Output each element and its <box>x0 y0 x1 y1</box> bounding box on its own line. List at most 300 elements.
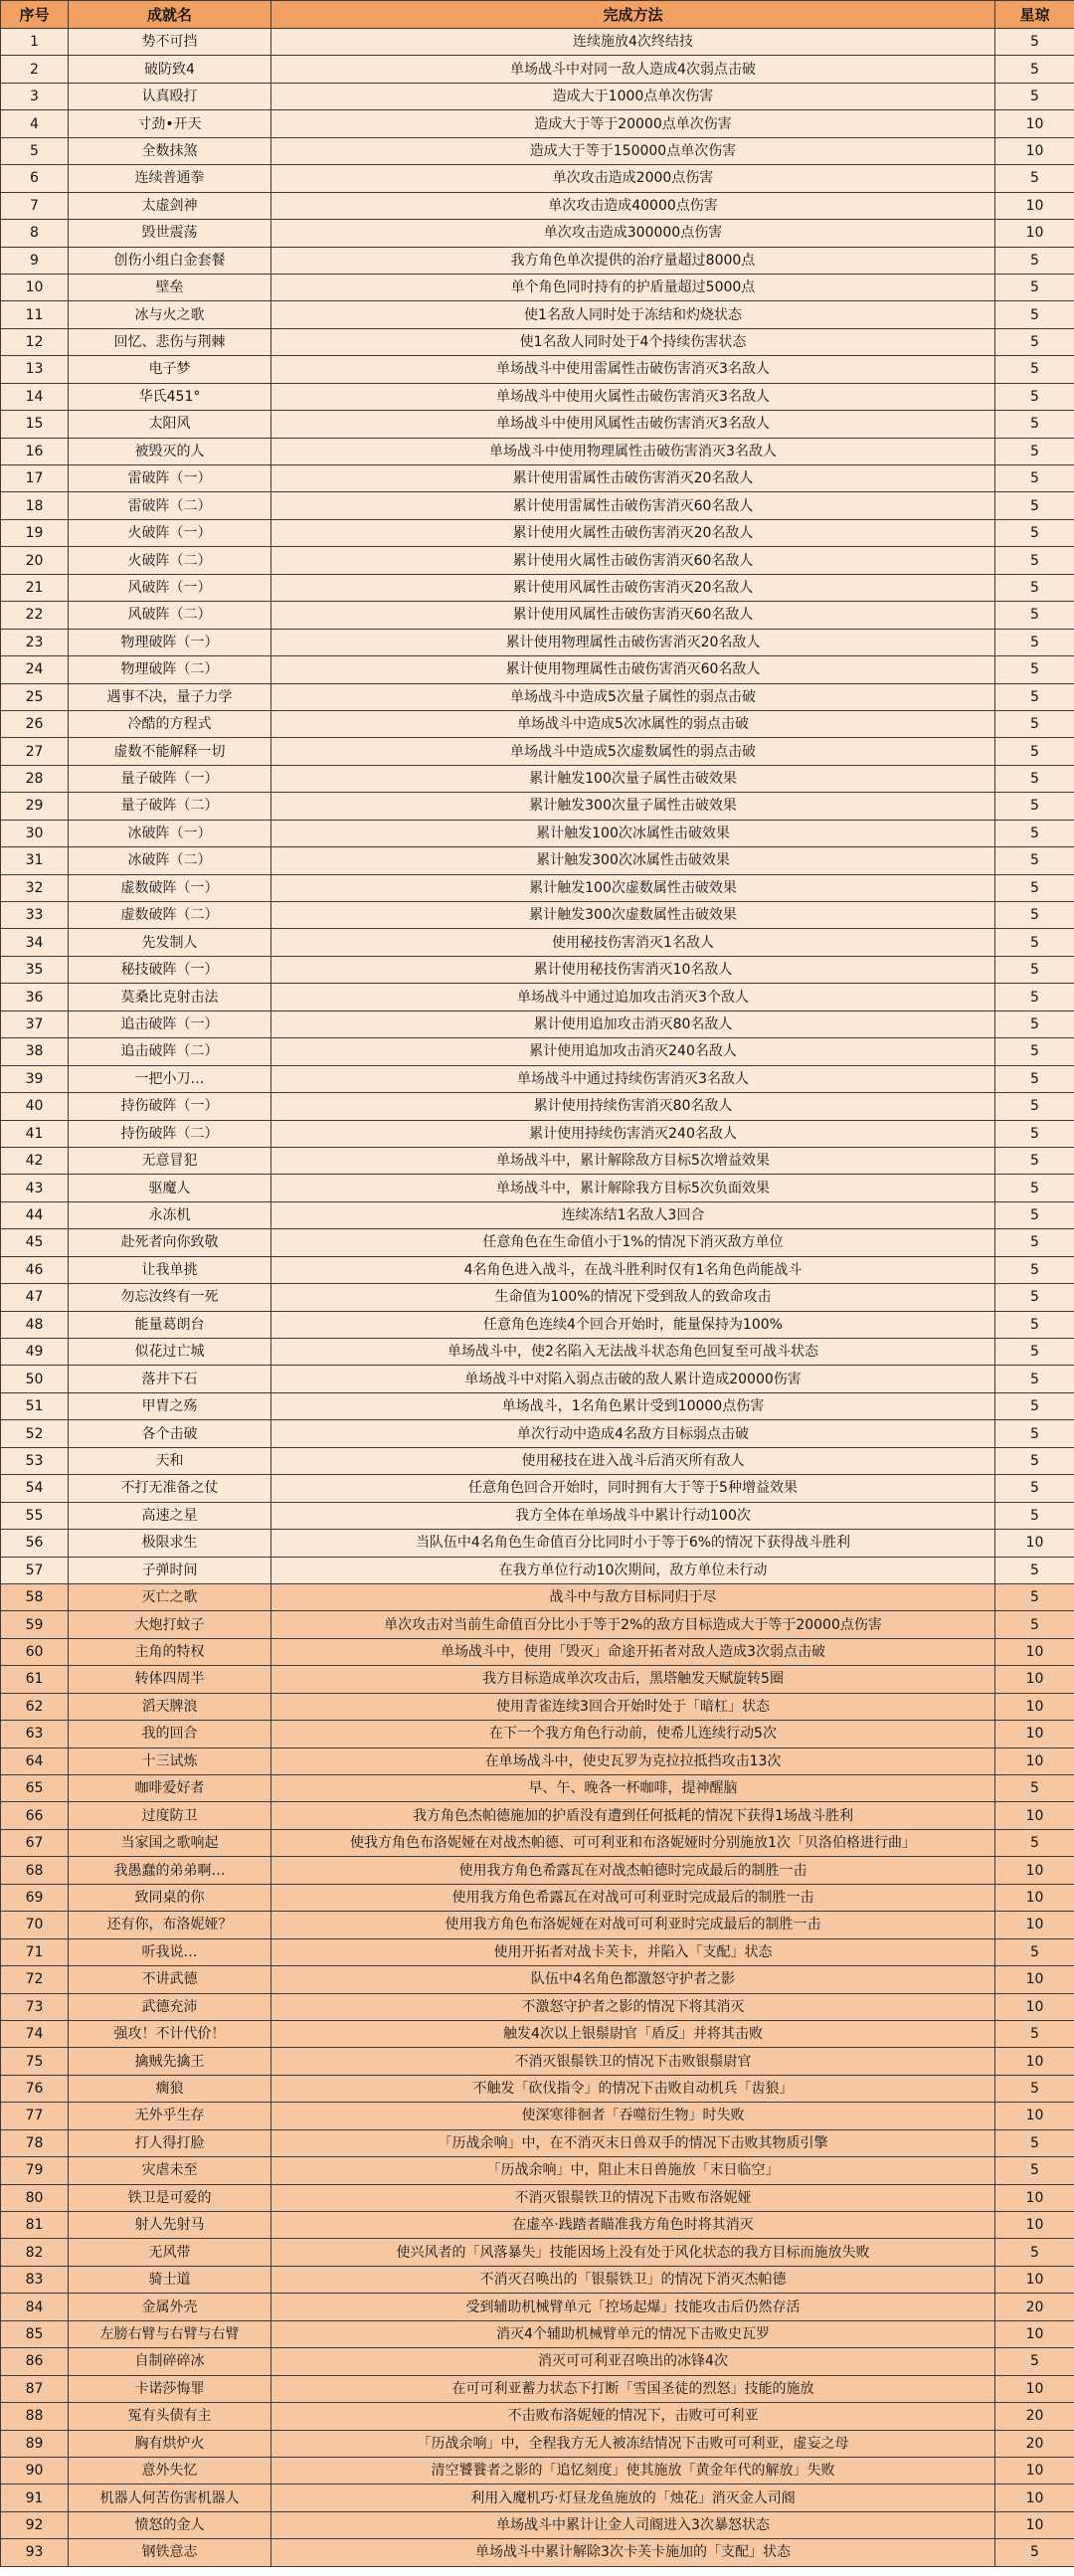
stellar-jade-reward: 10 <box>995 1666 1074 1693</box>
completion-method: 单次攻击造成2000点伤害 <box>271 165 995 192</box>
row-index: 17 <box>1 465 69 492</box>
achievement-name: 胸有烘炉火 <box>69 2430 271 2457</box>
row-index: 16 <box>1 438 69 464</box>
achievement-name: 骑士道 <box>69 2266 271 2293</box>
row-index: 12 <box>1 328 69 355</box>
completion-method: 累计使用火属性击破伤害消灭20名敌人 <box>271 519 995 546</box>
row-index: 61 <box>1 1666 69 1693</box>
row-index: 49 <box>1 1339 69 1366</box>
stellar-jade-reward: 5 <box>995 2129 1074 2156</box>
completion-method: 单次行动中造成4名敌方目标弱点击破 <box>271 1420 995 1447</box>
row-index: 3 <box>1 83 69 109</box>
table-row <box>1 956 1074 983</box>
row-index: 1 <box>1 29 69 56</box>
stellar-jade-reward: 5 <box>995 1038 1074 1065</box>
table-row <box>1 1721 1074 1748</box>
row-index: 84 <box>1 2294 69 2320</box>
header-index: 序号 <box>1 1 69 29</box>
table-row <box>1 2212 1074 2239</box>
row-index: 29 <box>1 793 69 820</box>
achievement-name: 雷破阵（二） <box>69 492 271 519</box>
row-index: 33 <box>1 902 69 929</box>
stellar-jade-reward: 10 <box>995 1802 1074 1829</box>
completion-method: 造成大于1000点单次伤害 <box>271 83 995 109</box>
row-index: 21 <box>1 574 69 601</box>
achievement-name: 冰破阵（一） <box>69 820 271 846</box>
row-index: 11 <box>1 301 69 328</box>
achievement-name: 铁卫是可爱的 <box>69 2184 271 2211</box>
achievement-name: 破防致4 <box>69 56 271 83</box>
table-row <box>1 547 1074 574</box>
stellar-jade-reward: 5 <box>995 247 1074 274</box>
achievement-name: 全数抹煞 <box>69 137 271 164</box>
stellar-jade-reward: 5 <box>995 1475 1074 1502</box>
achievement-name: 不讲武德 <box>69 1966 271 1993</box>
completion-method: 不触发「砍伐指令」的情况下击败自动机兵「齿狼」 <box>271 2075 995 2102</box>
stellar-jade-reward: 5 <box>995 683 1074 710</box>
table-row <box>1 1475 1074 1502</box>
row-index: 93 <box>1 2539 69 2566</box>
row-index: 32 <box>1 874 69 901</box>
row-index: 80 <box>1 2184 69 2211</box>
completion-method: 单场战斗中对陷入弱点击破的敌人累计造成20000伤害 <box>271 1366 995 1392</box>
completion-method: 累计触发100次冰属性击破效果 <box>271 820 995 846</box>
stellar-jade-reward: 5 <box>995 765 1074 792</box>
achievement-name: 天和 <box>69 1447 271 1474</box>
table-row <box>1 1311 1074 1338</box>
completion-method: 单个角色同时持有的护盾量超过5000点 <box>271 274 995 300</box>
table-row <box>1 1611 1074 1638</box>
stellar-jade-reward: 5 <box>995 629 1074 655</box>
achievement-name: 永冻机 <box>69 1201 271 1228</box>
achievement-name: 太虚剑神 <box>69 192 271 219</box>
achievement-name: 虚数破阵（二） <box>69 902 271 929</box>
row-index: 4 <box>1 110 69 137</box>
achievement-name: 风破阵（一） <box>69 574 271 601</box>
table-row <box>1 2157 1074 2184</box>
completion-method: 单场战斗中累计解除3次卡芙卡施加的「支配」状态 <box>271 2539 995 2566</box>
achievement-name: 不打无准备之仗 <box>69 1475 271 1502</box>
row-index: 92 <box>1 2511 69 2538</box>
row-index: 45 <box>1 1229 69 1256</box>
stellar-jade-reward: 10 <box>995 1966 1074 1993</box>
completion-method: 单场战斗中造成5次冰属性的弱点击破 <box>271 710 995 737</box>
row-index: 13 <box>1 356 69 383</box>
achievement-name: 武德充沛 <box>69 1993 271 2020</box>
header-stellar-jade: 星琼 <box>995 1 1074 29</box>
completion-method: 使用开拓者对战卡芙卡，并陷入「支配」状态 <box>271 1938 995 1965</box>
header-completion-method: 完成方法 <box>271 1 995 29</box>
completion-method: 使用秘技在进入战斗后消灭所有敌人 <box>271 1447 995 1474</box>
table-row <box>1 2075 1074 2102</box>
row-index: 14 <box>1 383 69 410</box>
table-row <box>1 1147 1074 1174</box>
row-index: 82 <box>1 2239 69 2266</box>
table-row <box>1 1884 1074 1911</box>
stellar-jade-reward: 5 <box>995 1201 1074 1228</box>
achievement-name: 驱魔人 <box>69 1175 271 1201</box>
achievement-name: 虚数破阵（一） <box>69 874 271 901</box>
table-row <box>1 1284 1074 1311</box>
completion-method: 累计触发300次虚数属性击破效果 <box>271 902 995 929</box>
table-row <box>1 710 1074 737</box>
achievement-name: 大炮打蚊子 <box>69 1611 271 1638</box>
stellar-jade-reward: 10 <box>995 2103 1074 2129</box>
completion-method: 使深寒徘徊者「吞噬衍生物」时失败 <box>271 2103 995 2129</box>
stellar-jade-reward: 5 <box>995 1011 1074 1037</box>
stellar-jade-reward: 5 <box>995 1775 1074 1802</box>
stellar-jade-reward: 5 <box>995 492 1074 519</box>
completion-method: 队伍中4名角色都激怒守护者之影 <box>271 1966 995 1993</box>
stellar-jade-reward: 10 <box>995 1693 1074 1720</box>
achievement-name: 甲胄之殇 <box>69 1392 271 1419</box>
completion-method: 在单场战斗中，使史瓦罗为克拉拉抵挡攻击13次 <box>271 1748 995 1774</box>
stellar-jade-reward: 5 <box>995 574 1074 601</box>
achievement-name: 秘技破阵（一） <box>69 956 271 983</box>
completion-method: 连续施放4次终结技 <box>271 29 995 56</box>
achievement-name: 风破阵（二） <box>69 602 271 629</box>
achievement-name: 左膀右臂与右臂与右臂 <box>69 2320 271 2347</box>
achievement-name: 十三试炼 <box>69 1748 271 1774</box>
achievement-name: 火破阵（一） <box>69 519 271 546</box>
stellar-jade-reward: 5 <box>995 1065 1074 1092</box>
stellar-jade-reward: 10 <box>995 2320 1074 2347</box>
table-row <box>1 165 1074 192</box>
row-index: 74 <box>1 2020 69 2047</box>
stellar-jade-reward: 10 <box>995 110 1074 137</box>
achievement-name: 虚数不能解释一切 <box>69 738 271 765</box>
completion-method: 消灭可可利亚召唤出的冰锋4次 <box>271 2348 995 2375</box>
completion-method: 不消灭银鬃铁卫的情况下击败银鬃尉官 <box>271 2048 995 2075</box>
row-index: 42 <box>1 1147 69 1174</box>
stellar-jade-reward: 5 <box>995 1583 1074 1610</box>
stellar-jade-reward: 5 <box>995 1093 1074 1120</box>
completion-method: 单场战斗中，累计解除敌方目标5次增益效果 <box>271 1147 995 1174</box>
stellar-jade-reward: 5 <box>995 1392 1074 1419</box>
completion-method: 单场战斗，1名角色累计受到10000点伤害 <box>271 1392 995 1419</box>
stellar-jade-reward: 5 <box>995 956 1074 983</box>
table-row <box>1 1120 1074 1147</box>
row-index: 47 <box>1 1284 69 1311</box>
row-index: 6 <box>1 165 69 192</box>
achievement-name: 咖啡爱好者 <box>69 1775 271 1802</box>
achievement-name: 射人先射马 <box>69 2212 271 2239</box>
row-index: 15 <box>1 411 69 438</box>
achievement-name: 当家国之歌响起 <box>69 1829 271 1856</box>
achievement-name: 莫桑比克射击法 <box>69 984 271 1011</box>
row-index: 40 <box>1 1093 69 1120</box>
stellar-jade-reward: 10 <box>995 2212 1074 2239</box>
stellar-jade-reward: 5 <box>995 710 1074 737</box>
table-row <box>1 2239 1074 2266</box>
row-index: 28 <box>1 765 69 792</box>
achievement-name: 太阳风 <box>69 411 271 438</box>
table-row <box>1 1693 1074 1720</box>
row-index: 81 <box>1 2212 69 2239</box>
completion-method: 单场战斗中使用雷属性击破伤害消灭3名敌人 <box>271 356 995 383</box>
row-index: 26 <box>1 710 69 737</box>
stellar-jade-reward: 5 <box>995 929 1074 956</box>
table-row <box>1 192 1074 219</box>
table-row <box>1 1201 1074 1228</box>
row-index: 78 <box>1 2129 69 2156</box>
table-row <box>1 1502 1074 1529</box>
completion-method: 造成大于等于20000点单次伤害 <box>271 110 995 137</box>
completion-method: 累计使用追加攻击消灭80名敌人 <box>271 1011 995 1037</box>
completion-method: 任意角色连续4个回合开始时，能量保持为100% <box>271 1311 995 1338</box>
completion-method: 单次攻击造成300000点伤害 <box>271 220 995 247</box>
table-row <box>1 765 1074 792</box>
achievement-name: 愤怒的金人 <box>69 2511 271 2538</box>
stellar-jade-reward: 5 <box>995 1557 1074 1583</box>
completion-method: 单场战斗中使用物理属性击破伤害消灭3名敌人 <box>271 438 995 464</box>
table-row <box>1 247 1074 274</box>
table-row <box>1 1912 1074 1938</box>
table-row <box>1 1366 1074 1392</box>
row-index: 22 <box>1 602 69 629</box>
completion-method: 单场战斗中通过追加攻击消灭3个敌人 <box>271 984 995 1011</box>
completion-method: 4名角色进入战斗，在战斗胜利时仅有1名角色尚能战斗 <box>271 1256 995 1283</box>
completion-method: 累计使用物理属性击破伤害消灭60名敌人 <box>271 656 995 683</box>
table-row <box>1 1557 1074 1583</box>
achievement-name: 冷酷的方程式 <box>69 710 271 737</box>
achievement-name: 无意冒犯 <box>69 1147 271 1174</box>
row-index: 43 <box>1 1175 69 1201</box>
stellar-jade-reward: 5 <box>995 29 1074 56</box>
stellar-jade-reward: 5 <box>995 1175 1074 1201</box>
achievement-name: 遇事不决，量子力学 <box>69 683 271 710</box>
table-row <box>1 2320 1074 2347</box>
row-index: 38 <box>1 1038 69 1065</box>
completion-method: 使用我方角色希露瓦在对战可可利亚时完成最后的制胜一击 <box>271 1884 995 1911</box>
completion-method: 单场战斗中累计让金人司阍进入3次暴怒状态 <box>271 2511 995 2538</box>
completion-method: 清空饕餮者之影的「追忆刻度」使其施放「黄金年代的解放」失败 <box>271 2457 995 2484</box>
table-row <box>1 2103 1074 2129</box>
stellar-jade-reward: 5 <box>995 820 1074 846</box>
row-index: 75 <box>1 2048 69 2075</box>
completion-method: 使用青雀连续3回合开始时处于「暗杠」状态 <box>271 1693 995 1720</box>
table-row <box>1 847 1074 874</box>
table-row <box>1 1065 1074 1092</box>
row-index: 72 <box>1 1966 69 1993</box>
achievement-name: 电子梦 <box>69 356 271 383</box>
achievement-name: 连续普通拳 <box>69 165 271 192</box>
stellar-jade-reward: 5 <box>995 1829 1074 1856</box>
table-row <box>1 929 1074 956</box>
completion-method: 使1名敌人同时处于4个持续伤害状态 <box>271 328 995 355</box>
row-index: 55 <box>1 1502 69 1529</box>
completion-method: 我方角色杰帕德施加的护盾没有遭到任何抵耗的情况下获得1场战斗胜利 <box>271 1802 995 1829</box>
table-row <box>1 29 1074 56</box>
row-index: 69 <box>1 1884 69 1911</box>
table-row <box>1 2539 1074 2566</box>
completion-method: 战斗中与敌方目标同归于尽 <box>271 1583 995 1610</box>
achievement-name: 寸劲•开天 <box>69 110 271 137</box>
header-achievement-name: 成就名 <box>69 1 271 29</box>
achievement-name: 机器人何苦伤害机器人 <box>69 2484 271 2511</box>
table-row <box>1 1748 1074 1774</box>
table-row <box>1 2184 1074 2211</box>
row-index: 39 <box>1 1065 69 1092</box>
achievement-name: 灾虐未至 <box>69 2157 271 2184</box>
stellar-jade-reward: 10 <box>995 192 1074 219</box>
completion-method: 累计触发300次量子属性击破效果 <box>271 793 995 820</box>
stellar-jade-reward: 5 <box>995 519 1074 546</box>
completion-method: 累计使用追加攻击消灭240名敌人 <box>271 1038 995 1065</box>
table-row <box>1 2484 1074 2511</box>
achievement-name: 子弹时间 <box>69 1557 271 1583</box>
achievement-name: 卡诺莎悔罪 <box>69 2375 271 2402</box>
row-index: 67 <box>1 1829 69 1856</box>
table-row <box>1 301 1074 328</box>
achievement-name: 似花过亡城 <box>69 1339 271 1366</box>
achievement-name: 先发制人 <box>69 929 271 956</box>
table-row <box>1 902 1074 929</box>
table-row <box>1 1420 1074 1447</box>
stellar-jade-reward: 5 <box>995 465 1074 492</box>
row-index: 53 <box>1 1447 69 1474</box>
completion-method: 我方全体在单场战斗中累计行动100次 <box>271 1502 995 1529</box>
row-index: 35 <box>1 956 69 983</box>
row-index: 66 <box>1 1802 69 1829</box>
table-row <box>1 2294 1074 2320</box>
row-index: 31 <box>1 847 69 874</box>
completion-method: 不击败布洛妮娅的情况下，击败可可利亚 <box>271 2403 995 2430</box>
achievement-name: 壁垒 <box>69 274 271 300</box>
completion-method: 单场战斗中，使用「毁灭」命途开拓者对敌人造成3次弱点击破 <box>271 1638 995 1665</box>
stellar-jade-reward: 5 <box>995 874 1074 901</box>
completion-method: 在下一个我方角色行动前，使希儿连续行动5次 <box>271 1721 995 1748</box>
completion-method: 触发4次以上银鬃尉官「盾反」并将其击败 <box>271 2020 995 2047</box>
table-row <box>1 2129 1074 2156</box>
stellar-jade-reward: 5 <box>995 2075 1074 2102</box>
row-index: 50 <box>1 1366 69 1392</box>
row-index: 86 <box>1 2348 69 2375</box>
stellar-jade-reward: 10 <box>995 1993 1074 2020</box>
row-index: 41 <box>1 1120 69 1147</box>
achievement-name: 一把小刀… <box>69 1065 271 1092</box>
completion-method: 造成大于等于150000点单次伤害 <box>271 137 995 164</box>
table-row <box>1 492 1074 519</box>
achievement-name: 追击破阵（二） <box>69 1038 271 1065</box>
stellar-jade-reward: 5 <box>995 1229 1074 1256</box>
row-index: 54 <box>1 1475 69 1502</box>
table-row <box>1 2403 1074 2430</box>
achievement-name: 还有你，布洛妮娅？ <box>69 1912 271 1938</box>
completion-method: 使我方角色布洛妮娅在对战杰帕德、可可利亚和布洛妮娅时分别施放1次「贝洛伯格进行曲」 <box>271 1829 995 1856</box>
table-row <box>1 1802 1074 1829</box>
achievement-name: 强攻！不计代价！ <box>69 2020 271 2047</box>
completion-method: 我方角色单次提供的治疗量超过8000点 <box>271 247 995 274</box>
row-index: 76 <box>1 2075 69 2102</box>
completion-method: 使兴风者的「风落暴失」技能因场上没有处于风化状态的我方目标而施放失败 <box>271 2239 995 2266</box>
achievement-name: 冤有头债有主 <box>69 2403 271 2430</box>
stellar-jade-reward: 5 <box>995 547 1074 574</box>
table-row <box>1 411 1074 438</box>
row-index: 59 <box>1 1611 69 1638</box>
table-row <box>1 137 1074 164</box>
completion-method: 生命值为100%的情况下受到敌人的致命攻击 <box>271 1284 995 1311</box>
table-row <box>1 2266 1074 2293</box>
row-index: 71 <box>1 1938 69 1965</box>
row-index: 73 <box>1 1993 69 2020</box>
row-index: 27 <box>1 738 69 765</box>
row-index: 24 <box>1 656 69 683</box>
stellar-jade-reward: 5 <box>995 2239 1074 2266</box>
row-index: 89 <box>1 2430 69 2457</box>
stellar-jade-reward: 10 <box>995 1721 1074 1748</box>
completion-method: 不激怒守护者之影的情况下将其消灭 <box>271 1993 995 2020</box>
row-index: 23 <box>1 629 69 655</box>
stellar-jade-reward: 5 <box>995 411 1074 438</box>
table-row <box>1 602 1074 629</box>
stellar-jade-reward: 20 <box>995 2430 1074 2457</box>
stellar-jade-reward: 10 <box>995 220 1074 247</box>
table-row <box>1 574 1074 601</box>
stellar-jade-reward: 5 <box>995 301 1074 328</box>
completion-method: 累计使用雷属性击破伤害消灭60名敌人 <box>271 492 995 519</box>
stellar-jade-reward: 5 <box>995 602 1074 629</box>
completion-method: 不消灭银鬃铁卫的情况下击败布洛妮娅 <box>271 2184 995 2211</box>
row-index: 62 <box>1 1693 69 1720</box>
row-index: 10 <box>1 274 69 300</box>
table-row <box>1 2430 1074 2457</box>
table-row <box>1 1775 1074 1802</box>
completion-method: 单场战斗中使用风属性击破伤害消灭3名敌人 <box>271 411 995 438</box>
table-row <box>1 1638 1074 1665</box>
row-index: 87 <box>1 2375 69 2402</box>
row-index: 9 <box>1 247 69 274</box>
achievement-name: 我愚蠢的弟弟啊… <box>69 1857 271 1884</box>
row-index: 7 <box>1 192 69 219</box>
achievement-name: 我的回合 <box>69 1721 271 1748</box>
row-index: 90 <box>1 2457 69 2484</box>
achievement-name: 转体四周半 <box>69 1666 271 1693</box>
completion-method: 累计使用持续伤害消灭80名敌人 <box>271 1093 995 1120</box>
completion-method: 单次攻击造成40000点伤害 <box>271 192 995 219</box>
table-row <box>1 356 1074 383</box>
table-row <box>1 83 1074 109</box>
completion-method: 任意角色在生命值小于1%的情况下消灭敌方单位 <box>271 1229 995 1256</box>
row-index: 57 <box>1 1557 69 1583</box>
stellar-jade-reward: 5 <box>995 1256 1074 1283</box>
row-index: 64 <box>1 1748 69 1774</box>
stellar-jade-reward: 5 <box>995 356 1074 383</box>
stellar-jade-reward: 10 <box>995 1748 1074 1774</box>
stellar-jade-reward: 5 <box>995 165 1074 192</box>
table-row <box>1 2375 1074 2402</box>
stellar-jade-reward: 5 <box>995 1938 1074 1965</box>
completion-method: 累计触发100次虚数属性击破效果 <box>271 874 995 901</box>
achievement-name: 物理破阵（二） <box>69 656 271 683</box>
table-row <box>1 1339 1074 1366</box>
stellar-jade-reward: 10 <box>995 2266 1074 2293</box>
completion-method: 单次攻击对当前生命值百分比小于等于2%的敌方目标造成大于等于20000点伤害 <box>271 1611 995 1638</box>
row-index: 70 <box>1 1912 69 1938</box>
completion-method: 单场战斗中通过持续伤害消灭3名敌人 <box>271 1065 995 1092</box>
completion-method: 任意角色回合开始时，同时拥有大于等于5种增益效果 <box>271 1475 995 1502</box>
completion-method: 单场战斗中对同一敌人造成4次弱点击破 <box>271 56 995 83</box>
table-body <box>1 29 1074 2567</box>
completion-method: 「历战余响」中，阻止末日兽施放「末日临空」 <box>271 2157 995 2184</box>
achievement-name: 回忆、悲伤与荆棘 <box>69 328 271 355</box>
achievement-name: 擒贼先擒王 <box>69 2048 271 2075</box>
stellar-jade-reward: 5 <box>995 847 1074 874</box>
row-index: 34 <box>1 929 69 956</box>
stellar-jade-reward: 5 <box>995 984 1074 1011</box>
achievement-name: 势不可挡 <box>69 29 271 56</box>
stellar-jade-reward: 10 <box>995 1884 1074 1911</box>
